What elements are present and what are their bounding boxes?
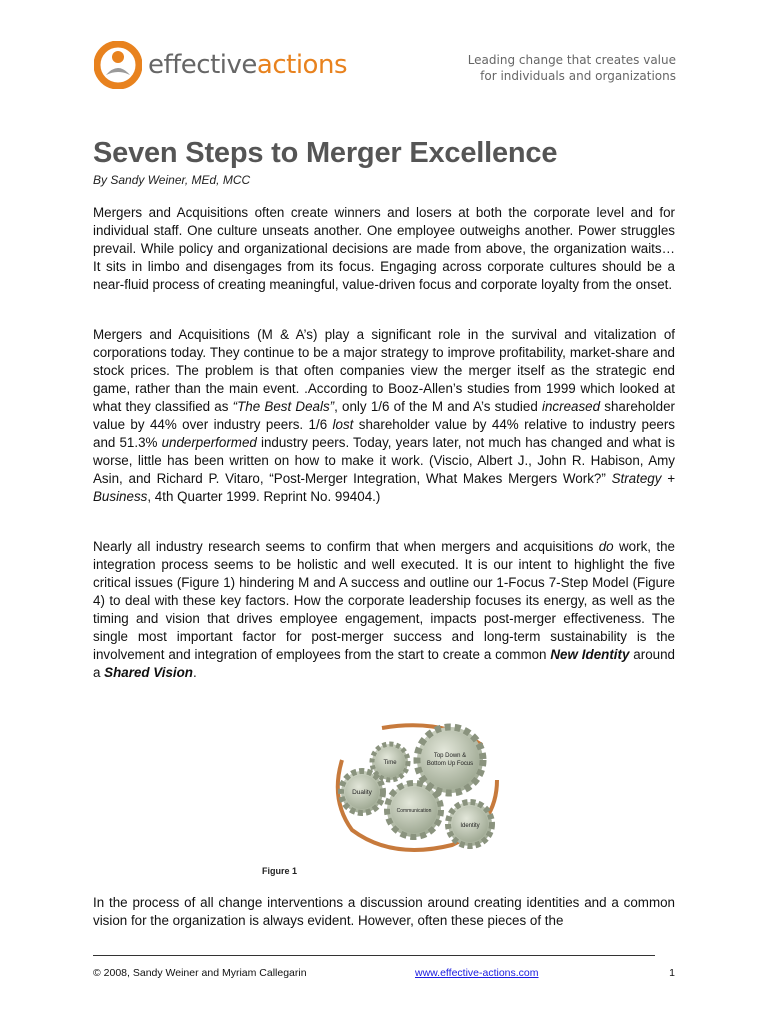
emphasis: do <box>598 539 614 554</box>
strong-emphasis: Shared Vision <box>104 665 193 680</box>
tagline-line-1: Leading change that creates value <box>467 53 676 67</box>
page-header <box>94 40 676 96</box>
emphasis: increased <box>542 399 601 414</box>
paragraph-3 <box>93 538 675 682</box>
text-run: Nearly all industry research seems to confirm that when mergers and acquisitions <box>93 539 599 554</box>
figure-1-gears <box>322 720 508 855</box>
page-number: 1 <box>669 967 675 979</box>
text-run: . <box>192 665 197 680</box>
emphasis: underperformed <box>161 435 257 450</box>
emphasis: lost <box>332 417 354 432</box>
footer-divider <box>93 955 655 956</box>
logo-word-effective: effective <box>148 50 257 80</box>
paragraph-4: In the process of all change interventions a discussion around creating identities and a common vision for the organization is always evident. However, often these pieces of the <box>93 895 675 928</box>
gear-label-duality: Duality <box>352 789 372 796</box>
figure-caption: Figure 1 <box>262 866 298 876</box>
gear-label-identity: Identity <box>460 823 480 829</box>
gear-top-down <box>417 727 483 793</box>
logo <box>94 40 347 90</box>
text-run: , 4th Quarter 1999. Reprint No. 99404.) <box>147 489 381 504</box>
text-run: around a <box>93 647 675 680</box>
gear-label-top-down: Top Down & <box>433 753 467 759</box>
gear-label-bottom-up: Bottom Up Focus <box>426 761 474 767</box>
document-title: Seven Steps to Merger Excellence <box>93 137 558 169</box>
emphasis: “The Best Deals” <box>232 399 335 414</box>
tagline <box>468 52 676 84</box>
text-run: work, the integration process seems to be holistic and well executed. It is our intent to highlight the five critical issues (Figure 1) hindering M and A success and outline our 1-Focus 7-Step Model (Figure 4) to deal with these key factors. How the corporate leadership focuses its energy, as well as the timing and vision that drives employee engagement, impacts post-merger effectiveness. The single most important factor for post-merger success and long-term sustainability is the involvement and integration of employees from the start to create a common <box>93 539 675 662</box>
gear-label-communication: Communication <box>396 808 432 814</box>
page-footer <box>93 967 675 981</box>
text-run: shareholder value by 44% relative to industry peers and 51.3% <box>93 417 676 450</box>
byline: By Sandy Weiner, MEd, MCC <box>93 173 251 187</box>
footer-copyright: © 2008, Sandy Weiner and Myriam Callegarin <box>93 967 307 979</box>
gear-label-time: Time <box>383 760 397 766</box>
paragraph-1: Mergers and Acquisitions often create winners and losers at both the corporate level and for individual staff. One culture unseats another. One employee outweighs another. Power struggles prevail. While policy and organizational decisions are made from above, the organization waits… It sits in limbo and disengages from its focus. Engaging across corporate cultures should be a near-fluid process of creating meaningful, value-driven focus and corporate loyalty from the onset. <box>93 205 675 292</box>
text-run: Mergers and Acquisitions (M & A’s) play a significant role in the survival and vitalization of corporations today. They continue to be a major strategy to improve profitability, market-share and stock prices. The problem is that often companies view the merger itself as the strategic end game, rather than the main event. .According to Booz-Allen’s studies from 1999 which looked at what they classified as <box>93 327 675 414</box>
tagline-line-2: for individuals and organizations <box>480 69 676 83</box>
strong-emphasis: New Identity <box>550 647 630 662</box>
paragraph-2 <box>93 326 675 506</box>
text-run: shareholder value by 44% over industry peers. 1/6 <box>93 399 675 432</box>
logo-word-actions: actions <box>256 50 347 80</box>
logo-wordmark <box>148 50 347 80</box>
footer-website-link[interactable]: www.effective-actions.com <box>415 967 539 979</box>
logo-mark-icon <box>94 41 142 89</box>
text-run: industry peers. Today, years later, not much has changed and what is worse, little has been written on how to make it work. (Viscio, Albert J., John R. Habison, Amy Asin, and Richard P. Vitaro, “Post-Merger Integration, What Makes Mergers Work?” <box>93 435 675 486</box>
text-run: , only 1/6 of the M and A’s studied <box>334 399 542 414</box>
emphasis: Strategy + Business <box>93 471 675 504</box>
